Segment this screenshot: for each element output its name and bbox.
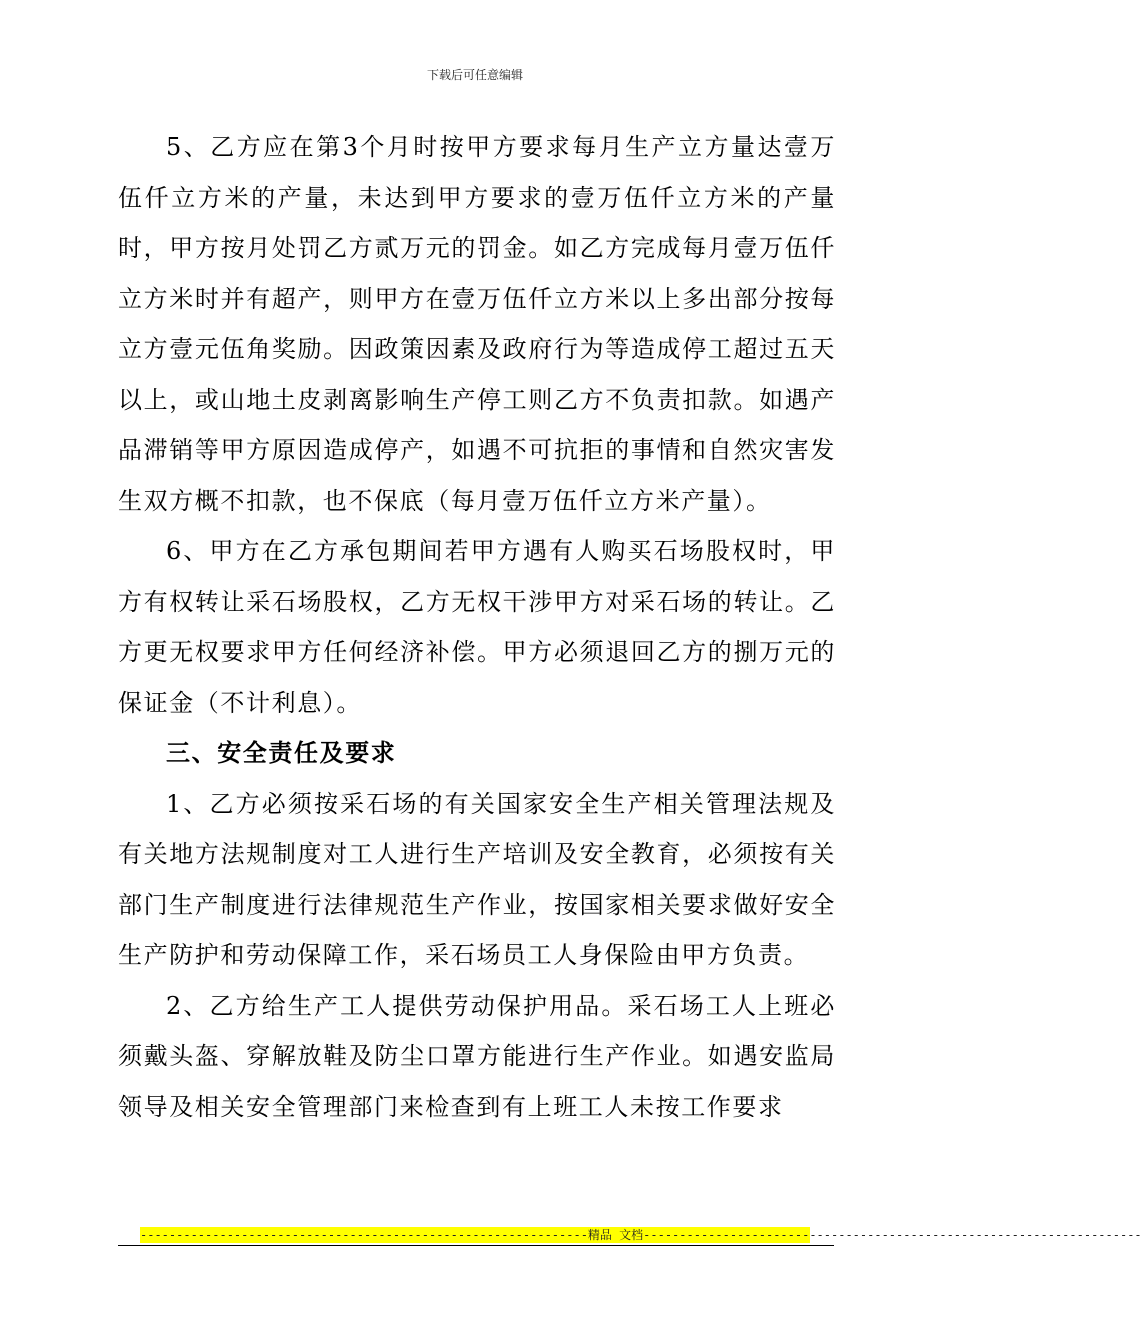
footer-divider [118, 1245, 834, 1246]
document-body [118, 122, 836, 1132]
section-heading: 三、安全责任及要求 [166, 739, 397, 767]
section3-paragraph-2: 2、乙方给生产工人提供劳动保护用品。采石场工人上班必须戴头盔、穿解放鞋及防尘口罩方能进行生产作业。如遇安监局领导及相关安全管理部门来检查到有上班工人未按工作要求 [118, 991, 836, 1121]
paragraph-5: 5、乙方应在第3个月时按甲方要求每月生产立方量达壹万伍仟立方米的产量，未达到甲方要求的壹万伍仟立方米的产量时，甲方按月处罚乙方贰万元的罚金。如乙方完成每月壹万伍仟立方米时并有超产，则甲方在壹万伍仟立方米以上多出部分按每立方壹元伍角奖励。因政策因素及政府行为等造成停工超过五天以上，或山地土皮剥离影响生产停工则乙方不负责扣款。如遇产品滞销等甲方原因造成停产，如遇不可抗拒的事情和自然灾害发生双方概不扣款，也不保底（每月壹万伍仟立方米产量）。 [118, 133, 836, 515]
page-header: 下载后可任意编辑 [426, 68, 523, 82]
section3-paragraph-1: 1、乙方必须按采石场的有关国家安全生产相关管理法规及有关地方法规制度对工人进行生产培训及安全教育，必须按有关部门生产制度进行法律规范生产作业，按国家相关要求做好安全生产防护和劳动保障工作，采石场员工人身保险由甲方负责。 [118, 789, 836, 969]
paragraph-6: 6、甲方在乙方承包期间若甲方遇有人购买石场股权时，甲方有权转让采石场股权，乙方无权干涉甲方对采石场的转让。乙方更无权要求甲方任何经济补偿。甲方必须退回乙方的捌万元的保证金（不计利息）。 [118, 537, 836, 717]
footer-watermark: --------------------------------------------------------------精品 文档--------------------------------------------------------------------- [140, 1228, 1142, 1242]
